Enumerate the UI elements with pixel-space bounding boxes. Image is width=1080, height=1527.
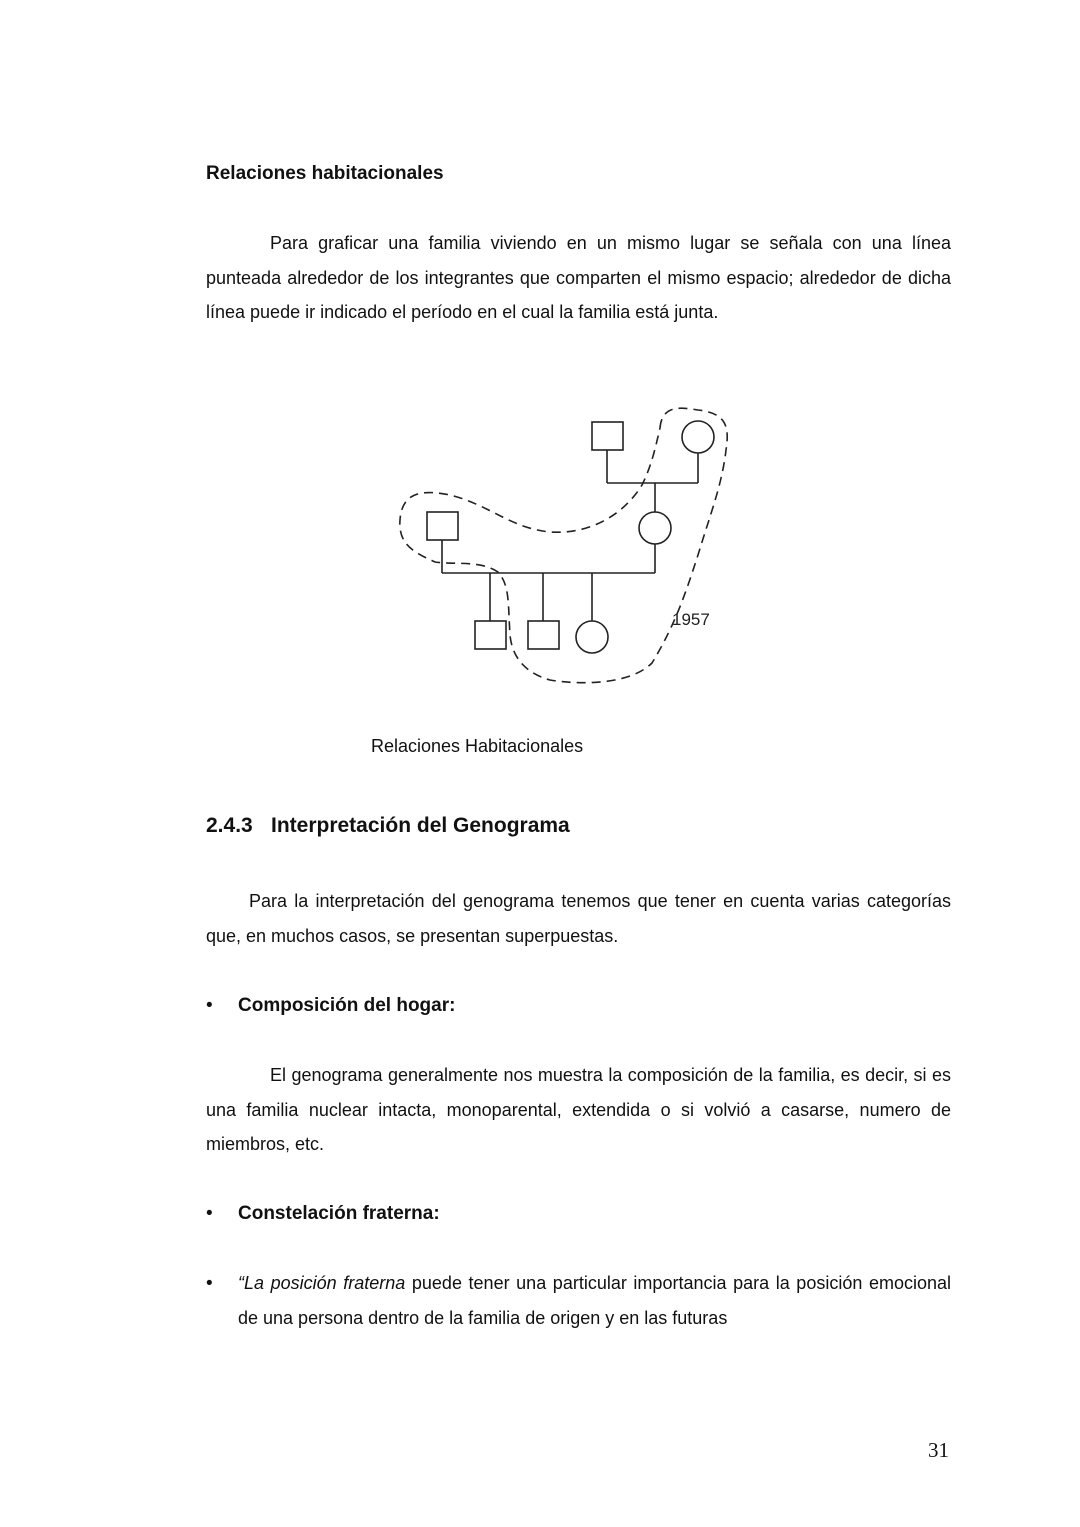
father-square	[427, 512, 458, 540]
bullet-icon: •	[206, 995, 213, 1016]
paragraph-habitacionales: Para graficar una familia viviendo en un mismo lugar se señala con una línea punteada alrededor de los integrantes que comparten el mismo espacio; alrededor de dicha línea puede ir indicado el período en el cual la familia está junta.	[206, 233, 951, 322]
bullet-icon: •	[206, 1273, 213, 1294]
bullet-label: Constelación fraterna:	[238, 1203, 440, 1224]
section-number: 2.4.3	[206, 814, 253, 837]
section-heading	[206, 814, 570, 838]
child-square-2	[528, 621, 559, 649]
italic-lead: “La posición fraterna	[238, 1273, 406, 1293]
bullet-icon: •	[206, 1203, 213, 1224]
figure-caption: Relaciones Habitacionales	[371, 736, 584, 756]
child-square-1	[475, 621, 506, 649]
grandfather-square	[592, 422, 623, 450]
child-circle-3	[576, 621, 608, 653]
grandmother-circle	[682, 421, 714, 453]
mother-circle	[639, 512, 671, 544]
paragraph-interpretacion: Para la interpretación del genograma tenemos que tener en cuenta varias categorías que, en muchos casos, se presentan superpuestas.	[206, 891, 951, 946]
subsection-heading: Relaciones habitacionales	[206, 163, 444, 184]
page-number: 31	[928, 1438, 949, 1462]
bullet-posicion-text: “La posición fraterna puede tener una particular importancia para la posición emocional de una persona dentro de la familia de origen y en las futuras	[238, 1273, 951, 1328]
section-title: Interpretación del Genograma	[271, 814, 570, 837]
bullet-label: Composición del hogar:	[238, 995, 456, 1016]
genogram-figure	[380, 395, 750, 695]
year-label: 1957	[672, 610, 710, 629]
household-boundary-dashed	[400, 408, 727, 682]
paragraph-composicion: El genograma generalmente nos muestra la composición de la familia, es decir, si es una familia nuclear intacta, monoparental, extendida o si volvió a casarse, numero de miembros, etc.	[206, 1065, 951, 1154]
